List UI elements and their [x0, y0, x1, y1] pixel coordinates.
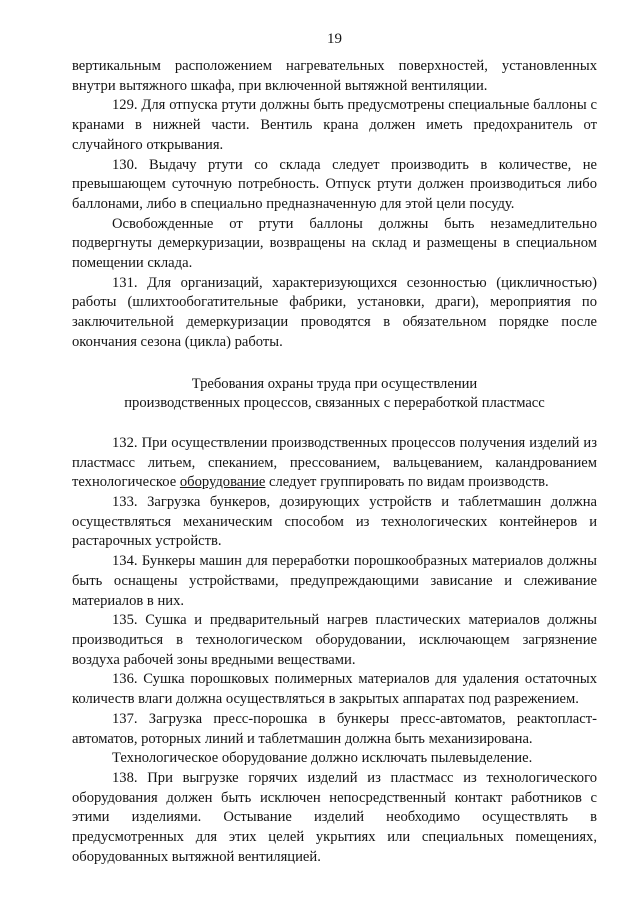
paragraph-130: 130. Выдачу ртути со склада следует производить в количестве, не превышающем суточную потребность. Отпуск ртути должен производиться либо баллонами, либо в специально предназначенную для этой цели посуду.	[72, 156, 597, 212]
paragraph-continuation: вертикальным расположением нагревательных поверхностей, установленных внутри вытяжного шкафа, при включенной вытяжной вентиляции.	[72, 58, 597, 94]
paragraph-129: 129. Для отпуска ртути должны быть предусмотрены специальные баллоны с кранами в нижней части. Вентиль крана должен иметь предохранитель от случайного открывания.	[72, 97, 597, 153]
paragraph-137-continued: Технологическое оборудование должно исключать пылевыделение.	[112, 750, 533, 767]
paragraph-130-continued: Освобожденные от ртути баллоны должны быть незамедлительно подвергнуты демеркуризации, возвращены на склад и размещены в специальном помещении склада.	[72, 215, 597, 272]
paragraph-136: 136. Сушка порошковых полимерных материалов для удаления остаточных количеств влаги должна осуществляться в закрытых аппаратах под разрежением.	[72, 671, 597, 708]
paragraph-137: 137. Загрузка пресс-порошка в бункеры пресс-автоматов, реактопласт-автоматов, роторных линий и таблетмашин должна быть механизирована.	[72, 710, 597, 747]
paragraph-133: 133. Загрузка бункеров, дозирующих устройств и таблетмашин должна осуществляться механическим способом из технологических контейнеров и растарочных устройств.	[72, 494, 597, 550]
paragraph-132-underlined-word: оборудование	[179, 474, 266, 491]
paragraph-132	[72, 434, 597, 493]
paragraph-132-text-start: 132. При осуществлении производственных процессов получения изделий из пластмасс литьем, спеканием, прессованием, вальцеванием, каландрованием технологическое	[72, 434, 597, 491]
document-page	[72, 30, 597, 867]
section-heading-line-1: Требования охраны труда при осуществлении	[191, 375, 478, 392]
paragraph-131: 131. Для организаций, характеризующихся сезонностью (цикличностью) работы (шлихтообогатительные фабрики, установки, драги), мероприятия по заключительной демеркуризации проводятся в обязательном порядке после окончания сезона (цикла) работы.	[72, 274, 597, 350]
page-number: 19	[327, 31, 342, 47]
paragraph-132-text-end: следует группировать по видам производств.	[265, 474, 549, 491]
section-heading-line-2: производственных процессов, связанных с переработкой пластмасс	[124, 395, 545, 412]
paragraph-135: 135. Сушка и предварительный нагрев пластических материалов должны производиться в технологическом оборудовании, исключающем загрязнение воздуха рабочей зоны вредными веществами.	[72, 612, 597, 668]
paragraph-134: 134. Бункеры машин для переработки порошкообразных материалов должны быть оснащены устройствами, предупреждающими зависание и слеживание материалов в них.	[72, 553, 597, 609]
paragraph-138: 138. При выгрузке горячих изделий из пластмасс из технологического оборудования должен быть исключен непосредственный контакт работников с этими изделиями. Остывание изделий необходимо осуществлять в предусмотренных для этих целей укрытиях или специальных помещениях, оборудованных вытяжной вентиляцией.	[72, 769, 597, 865]
section-heading	[72, 375, 597, 414]
